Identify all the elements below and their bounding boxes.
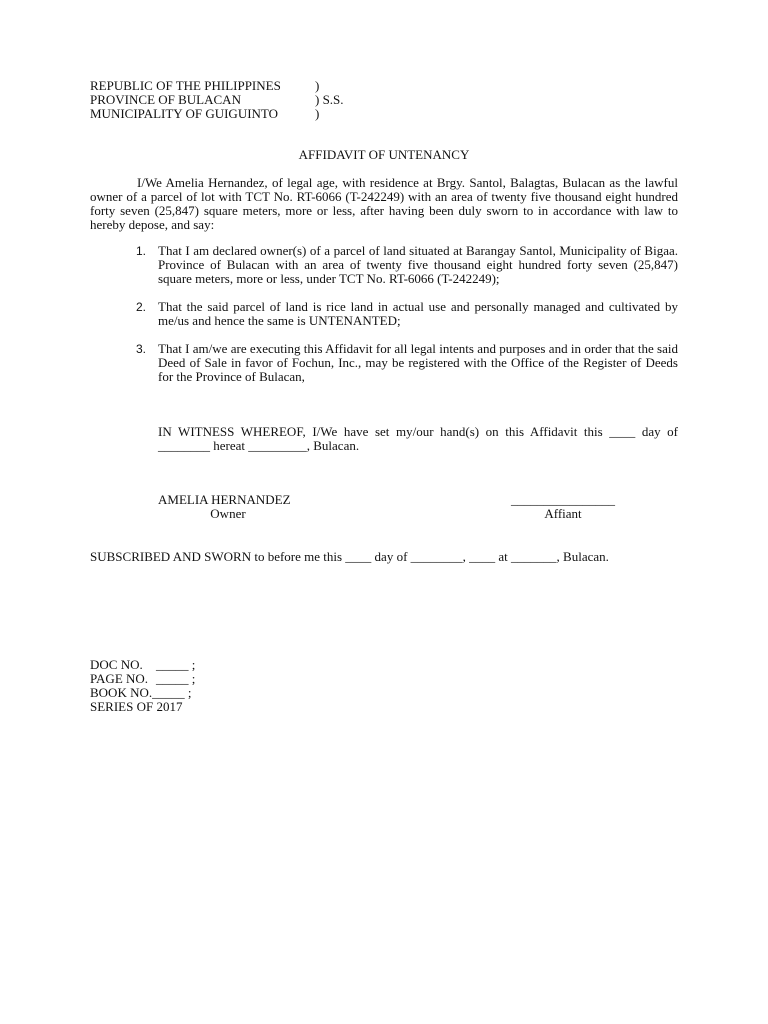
caption-row-municipality bbox=[90, 107, 390, 121]
deposition-list bbox=[90, 244, 678, 398]
item-number: 2. bbox=[136, 300, 147, 314]
doc-no-label: DOC NO. bbox=[90, 657, 143, 672]
signatory-role: Owner bbox=[210, 506, 246, 521]
page-no-value: _____ ; bbox=[156, 671, 196, 686]
series-row bbox=[90, 700, 290, 714]
item-text: That I am declared owner(s) of a parcel of land situated at Barangay Santol, Municipality of Bigaa. Province of Bulacan with an area of twenty five thousand eight hundred forty seven (25,847) square meters, more or less, under TCT No. RT-6066 (T-242249); bbox=[158, 243, 678, 286]
witness-clause: IN WITNESS WHEREOF, I/We have set my/our hand(s) on this Affidavit this ____ day of ________ hereat _________, Bulacan. bbox=[158, 424, 678, 453]
document-title: AFFIDAVIT OF UNTENANCY bbox=[298, 147, 470, 162]
item-number: 3. bbox=[136, 342, 147, 356]
caption-municipality: MUNICIPALITY OF GUIGUINTO bbox=[90, 106, 279, 121]
intro-paragraph: I/We Amelia Hernandez, of legal age, with residence at Brgy. Santol, Balagtas, Bulacan as the lawful owner of a parcel of lot with TCT No. RT-6066 (T-242249) with an area of twenty five thousand eight hundred forty seven (25,847) square meters, more or less, after having been duly sworn to in accordance with law to hereby depose, and say: bbox=[90, 175, 678, 232]
list-item bbox=[90, 244, 678, 286]
caption-row-province bbox=[90, 93, 390, 107]
caption-bracket: ) bbox=[315, 78, 320, 93]
jurat-clause: SUBSCRIBED AND SWORN to before me this ____ day of ________, ____ at _______, Bulacan. bbox=[90, 549, 609, 564]
doc-no-value: _____ ; bbox=[156, 657, 196, 672]
caption-province: PROVINCE OF BULACAN bbox=[90, 92, 241, 107]
venue-caption bbox=[90, 79, 390, 121]
item-text: That the said parcel of land is rice land in actual use and personally managed and cultivated by me/us and hence the same is UNTENANTED; bbox=[158, 299, 678, 328]
signatory-name: AMELIA HERNANDEZ bbox=[158, 492, 291, 507]
list-item bbox=[90, 342, 678, 384]
series-label: SERIES OF 2017 bbox=[90, 699, 183, 714]
affiant-label: Affiant bbox=[544, 506, 582, 521]
caption-bracket: ) bbox=[315, 106, 320, 121]
list-item bbox=[90, 300, 678, 328]
item-text: That I am/we are executing this Affidavit for all legal intents and purposes and in order that the said Deed of Sale in favor of Fochun, Inc., may be registered with the Office of the Register of Deeds for the Province of Bulacan, bbox=[158, 341, 678, 384]
page-no-label: PAGE NO. bbox=[90, 671, 149, 686]
book-no-row bbox=[90, 686, 290, 700]
item-number: 1. bbox=[136, 244, 147, 258]
caption-ss: ) S.S. bbox=[315, 92, 344, 107]
doc-no-row bbox=[90, 658, 290, 672]
page-no-row bbox=[90, 672, 290, 686]
caption-row-republic bbox=[90, 79, 390, 93]
book-no-label: BOOK NO._____ ; bbox=[90, 685, 192, 700]
affiant-signature-line: ________________ bbox=[511, 492, 615, 507]
caption-republic: REPUBLIC OF THE PHILIPPINES bbox=[90, 78, 281, 93]
notarial-register bbox=[90, 658, 290, 714]
